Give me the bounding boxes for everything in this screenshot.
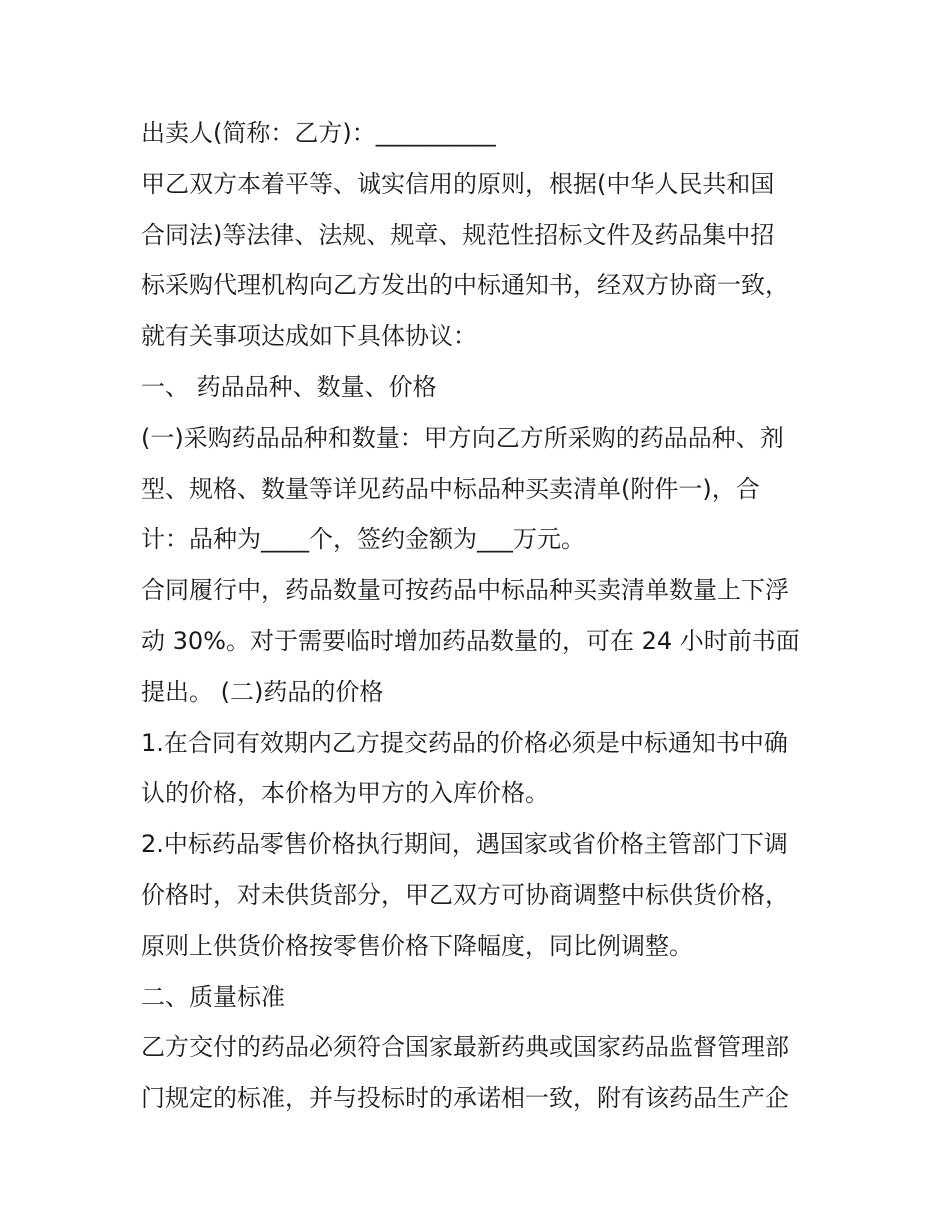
quantity-clause-line-2: 动 30%。对于需要临时增加药品数量的，可在 24 小时前书面 xyxy=(141,626,800,655)
clause-1-1-line-2: 型、规格、数量等详见药品中标品种买卖清单(附件一)，合 xyxy=(141,474,760,503)
quality-clause-line-2: 门规定的标准，并与投标时的承诺相一致，附有该药品生产企 xyxy=(141,1084,789,1113)
price-clause-2-line-3: 原则上供货价格按零售价格下降幅度，同比例调整。 xyxy=(141,931,693,960)
quantity-clause-line-1: 合同履行中，药品数量可按药品中标品种买卖清单数量上下浮 xyxy=(141,576,789,605)
preamble-line-1: 甲乙双方本着平等、诚实信用的原则，根据(中华人民共和国 xyxy=(141,169,775,198)
seller-line: 出卖人(简称：乙方)：__________ xyxy=(141,119,496,147)
price-clause-2-line-1: 2.中标药品零售价格执行期间，遇国家或省价格主管部门下调 xyxy=(141,830,788,859)
price-clause-2-line-2: 价格时，对未供货部分，甲乙双方可协商调整中标供货价格， xyxy=(141,880,789,909)
clause-1-1-line-3: 计：品种为____个，签约金额为___万元。 xyxy=(141,525,585,554)
price-clause-1-line-1: 1.在合同有效期内乙方提交药品的价格必须是中标通知书中确 xyxy=(141,728,788,757)
document-body xyxy=(141,108,821,1124)
section-heading-2: 二、质量标准 xyxy=(141,982,285,1011)
preamble-line-3: 标采购代理机构向乙方发出的中标通知书，经双方协商一致， xyxy=(141,271,789,300)
quality-clause-line-1: 乙方交付的药品必须符合国家最新药典或国家药品监督管理部 xyxy=(141,1033,789,1062)
section-heading-1: 一、 药品品种、数量、价格 xyxy=(141,372,437,401)
preamble-line-4: 就有关事项达成如下具体协议： xyxy=(141,322,477,351)
quantity-clause-line-3: 提出。 (二)药品的价格 xyxy=(141,677,384,706)
clause-1-1-line-1: (一)采购药品品种和数量：甲方向乙方所采购的药品品种、剂 xyxy=(141,423,784,452)
preamble-line-2: 合同法)等法律、法规、规章、规范性招标文件及药品集中招 xyxy=(141,220,775,249)
price-clause-1-line-2: 认的价格，本价格为甲方的入库价格。 xyxy=(141,779,549,808)
